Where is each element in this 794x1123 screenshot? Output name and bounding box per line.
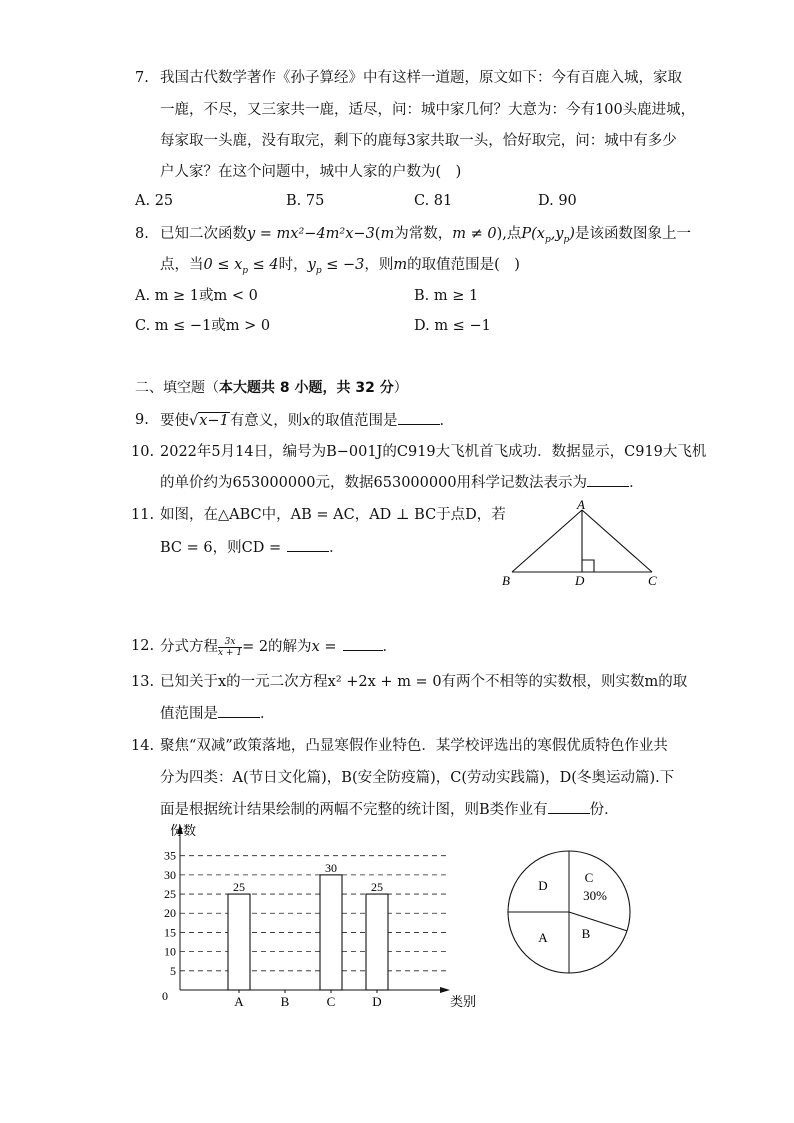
q8-comma: ,y: [550, 226, 564, 242]
q14-line-3: [160, 799, 619, 820]
q8-l2-b: 时，: [278, 257, 308, 273]
q7-option-b[interactable]: B. 75: [286, 193, 325, 209]
section-2-suffix: ）: [393, 380, 408, 396]
q12-frac-bot: x + 1: [218, 647, 243, 658]
q14-end: 份．: [589, 802, 619, 818]
q14-line-2: 分为四类：A(节日文化篇)，B(安全防疫篇)，C(劳动实践篇)，D(冬奥运动篇).下: [160, 770, 675, 786]
bar-label-A: 25: [233, 880, 245, 895]
q12-line: [160, 636, 397, 658]
q14-answer-blank[interactable]: [548, 799, 590, 814]
q11-answer-blank[interactable]: [287, 537, 329, 552]
q8-m2: m: [393, 257, 408, 273]
section-2-bold: 本大题共 8 小题，共 32 分: [219, 380, 394, 396]
q7-option-c[interactable]: C. 81: [414, 193, 453, 209]
q11-line-1: 如图，在△ABC中，AB = AC，AD ⊥ BC于点D，若: [160, 507, 506, 523]
q8-m: m: [380, 226, 395, 242]
q14-line-3-text: 面是根据统计结果绘制的两幅不完整的统计图，则B类作业有: [160, 802, 548, 818]
q10-answer-blank[interactable]: [587, 472, 629, 487]
q8-close: ): [569, 226, 575, 242]
y-tick-label-10: 10: [164, 944, 176, 959]
q9-b: 有意义，则: [229, 413, 303, 429]
q8-number: 8.: [135, 226, 149, 242]
q8-l2-c: ，则: [364, 257, 394, 273]
y-tick-label-30: 30: [164, 867, 176, 882]
q8-option-a[interactable]: A. m ≥ 1或m < 0: [135, 288, 258, 304]
q13-number: 13.: [131, 674, 155, 690]
triangle-side-ac: [582, 510, 652, 572]
bar-chart: [150, 820, 490, 1010]
q14-line-1: 聚焦“双减”政策落地，凸显寒假作业特色．某学校评选出的寒假优质特色作业共: [160, 738, 668, 754]
q13-end: ．: [260, 706, 275, 722]
q10-end: ．: [629, 475, 644, 491]
y-tick-label-5: 5: [170, 963, 176, 978]
q8-range2: ≤ 4: [248, 257, 279, 273]
q12-b: = 2的解为: [242, 639, 312, 655]
x-tick-label-C: C: [326, 994, 336, 1009]
section-2-header: [135, 378, 408, 398]
q8-option-d[interactable]: D. m ≤ −1: [414, 318, 491, 334]
label-a: A: [577, 498, 585, 512]
q9-a: 要使: [160, 413, 189, 429]
q11-end: ．: [329, 540, 344, 556]
q8-option-b[interactable]: B. m ≥ 1: [414, 288, 479, 304]
y-tick-label-0: 0: [162, 989, 168, 1003]
pie-label-c-percent: 30%: [583, 888, 607, 903]
bar-label-C: 30: [325, 860, 337, 875]
q7-line-1: 我国古代数学著作《孙子算经》中有这样一道题，原文如下：今有百鹿入城，家取: [160, 70, 682, 86]
q12-a: 分式方程: [160, 639, 218, 655]
q8-text-c: 为常数，: [394, 226, 453, 242]
q9-radicand: x−1: [199, 413, 229, 429]
y-tick-label-20: 20: [164, 906, 176, 921]
pie-label-c: C: [584, 870, 594, 885]
section-2-prefix: 二、填空题（: [135, 380, 219, 396]
bar-D: [366, 894, 388, 990]
q13-line-2-text: 值范围是: [160, 706, 218, 722]
x-tick-label-D: D: [372, 994, 382, 1009]
q7-number: 7.: [135, 70, 149, 86]
q8-text-a: 已知二次函数: [160, 226, 247, 242]
q8-text-d: ),点: [496, 226, 522, 242]
q8-y: y: [307, 257, 316, 273]
q8-point-p: P(x: [521, 226, 545, 242]
q9-c: 的取值范围是: [310, 413, 398, 429]
q13-answer-blank[interactable]: [218, 703, 260, 718]
q12-answer-blank[interactable]: [343, 636, 383, 651]
bar-A: [228, 894, 250, 990]
q9-x: x: [302, 413, 311, 429]
x-tick-label-A: A: [234, 994, 244, 1009]
q12-end: ．: [382, 639, 397, 655]
q7-line-2: 一鹿，不尽，又三家共一鹿，适尽，问：城中家几何？大意为：今有100头鹿进城，: [160, 102, 696, 118]
q9-line: 要使√x−1有意义，则x的取值范围是 ．: [160, 410, 454, 431]
q9-end: ．: [439, 413, 454, 429]
triangle-side-ab: [512, 510, 582, 572]
pie-label-a: A: [538, 930, 548, 945]
q8-ysub: p: [315, 265, 322, 276]
q7-line-4: 户人家？在这个问题中，城中人家的户数为( ): [160, 164, 462, 180]
q9-answer-blank[interactable]: [398, 410, 440, 425]
q12-number: 12.: [131, 638, 155, 654]
q8-l2-d: 的取值范围是( ): [407, 257, 520, 273]
label-b: B: [502, 573, 510, 588]
q8-option-c[interactable]: C. m ≤ −1或m > 0: [135, 318, 271, 334]
bar-label-D: 25: [371, 880, 383, 895]
q14-number: 14.: [131, 738, 155, 754]
q8-range: 0 ≤ x: [203, 257, 243, 273]
q13-line-2: [160, 703, 275, 724]
q11-line-2-text: BC = 6，则CD =: [160, 540, 282, 556]
q8-y2: ≤ −3: [321, 257, 365, 273]
right-angle-mark: [582, 560, 594, 572]
q10-line-2-text: 的单价约为653000000元，数据653000000用科学记数法表示为: [160, 475, 588, 491]
y-axis-label: 份数: [170, 823, 197, 838]
q7-option-d[interactable]: D. 90: [538, 193, 577, 209]
x-tick-label-B: B: [280, 994, 290, 1009]
q10-line-1: 2022年5月14日，编号为B−001J的C919大飞机首飞成功．数据显示，C919大飞机: [160, 444, 707, 460]
q8-function-expr: y = mx²−4m²x−3: [247, 226, 375, 242]
pie-label-d: D: [538, 878, 548, 893]
q12-fraction: [218, 637, 242, 658]
x-axis-label: 类别: [450, 994, 477, 1009]
y-tick-label-35: 35: [164, 848, 176, 863]
q8-line-2: [160, 255, 520, 281]
q8-range-sub: p: [242, 265, 249, 276]
q8-l2-a: 点，当: [160, 257, 204, 273]
x-axis-arrow: [440, 987, 450, 993]
q10-number: 10.: [131, 444, 155, 460]
q9-number: 9.: [135, 412, 149, 428]
pie-chart: [495, 840, 645, 990]
q11-number: 11.: [131, 507, 155, 523]
q8-sub1: p: [544, 234, 551, 245]
q13-line-1: 已知关于x的一元二次方程x² +2x + m = 0有两个不相等的实数根，则实数m的取: [160, 674, 688, 690]
q7-option-a[interactable]: A. 25: [135, 193, 174, 209]
q12-x: x =: [311, 639, 337, 655]
pie-label-b: B: [581, 926, 591, 941]
q8-text-e: 是该函数图象上一: [574, 226, 691, 242]
label-c: C: [648, 573, 657, 588]
q8-sub2: p: [563, 234, 570, 245]
q10-line-2: [160, 472, 644, 493]
q8-cond: m ≠ 0: [452, 226, 497, 242]
q11-line-2: [160, 537, 344, 558]
q12-frac-top: 3x: [218, 637, 242, 648]
q7-line-3: 每家取一头鹿，没有取完，剩下的鹿每3家共取一头，恰好取完，问：城中有多少: [160, 133, 677, 149]
bar-C: [320, 875, 342, 990]
q8-text-b: (: [374, 226, 381, 242]
label-d: D: [575, 573, 585, 588]
q11-triangle-figure: [500, 498, 670, 590]
q8-line-1: [160, 224, 691, 250]
y-tick-label-15: 15: [164, 925, 176, 940]
y-tick-label-25: 25: [164, 887, 176, 902]
